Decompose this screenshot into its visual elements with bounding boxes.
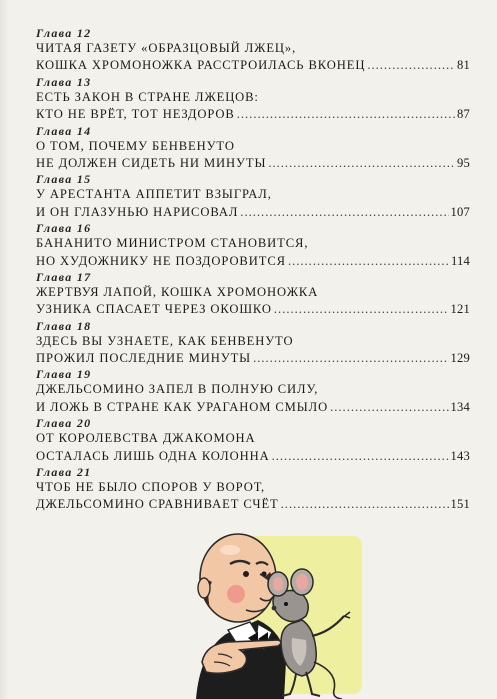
chapter-title-line2: [36, 253, 470, 270]
page-number: 129: [450, 351, 470, 366]
chapter-title-line1: БАНАНИТО МИНИСТРОМ СТАНОВИТСЯ,: [36, 236, 309, 251]
mouse-eye: [284, 602, 288, 606]
toc-entry-12[interactable]: [36, 26, 470, 75]
chapter-title-text: ОСТАЛАСЬ ЛИШЬ ОДНА КОЛОННА: [36, 448, 270, 463]
table-of-contents: [36, 26, 470, 514]
chapter-title-text: НО ХУДОЖНИКУ НЕ ПОЗДОРОВИТСЯ: [36, 253, 286, 268]
chapter-title-line1: ЕСТЬ ЗАКОН В СТРАНЕ ЛЖЕЦОВ:: [36, 89, 259, 104]
page-number: 151: [450, 497, 470, 512]
chapter-title-text: ПРОЖИЛ ПОСЛЕДНИЕ МИНУТЫ: [36, 351, 252, 366]
toc-entry-19[interactable]: [36, 367, 470, 416]
chapter-title-text: ДЖЕЛЬСОМИНО СРАВНИВАЕТ СЧЁТ: [36, 497, 279, 512]
page-number: 87: [457, 107, 470, 122]
chapter-number: Глава 20: [36, 416, 92, 431]
toc-entry-21[interactable]: [36, 465, 470, 514]
chapter-title-line2: [36, 106, 470, 123]
chapter-title-line2: [36, 155, 470, 172]
chapter-title-text: НЕ ДОЛЖЕН СИДЕТЬ НИ МИНУТЫ: [36, 155, 267, 170]
toc-entry-14[interactable]: [36, 124, 470, 173]
dot-leader: [274, 301, 449, 318]
chapter-title-text: И ОН ГЛАЗУНЬЮ НАРИСОВАЛ: [36, 204, 239, 219]
chapter-number: Глава 19: [36, 367, 92, 382]
chapter-number: Глава 13: [36, 74, 92, 89]
dot-leader: [237, 106, 455, 123]
toc-entry-18[interactable]: [36, 319, 470, 368]
dot-leader: [367, 57, 455, 74]
page-number: 114: [450, 253, 470, 268]
man-eye: [243, 571, 249, 577]
chapter-title-line2: [36, 399, 470, 416]
chapter-title-line1: ОТ КОРОЛЕВСТВА ДЖАКОМОНА: [36, 431, 256, 446]
toc-entry-20[interactable]: [36, 416, 470, 465]
chapter-number: Глава 17: [36, 269, 92, 284]
page-number: 107: [450, 204, 470, 219]
toc-entry-13[interactable]: [36, 75, 470, 124]
chapter-title-line2: [36, 301, 470, 318]
dot-leader: [288, 253, 449, 270]
man-ear: [198, 578, 210, 598]
page-number: 81: [457, 58, 470, 73]
toc-entry-16[interactable]: [36, 221, 470, 270]
chapter-title-line1: О ТОМ, ПОЧЕМУ БЕНВЕНУТО: [36, 138, 235, 153]
dot-leader: [268, 155, 455, 172]
chapter-title-text: И ЛОЖЬ В СТРАНЕ КАК УРАГАНОМ СМЫЛО: [36, 399, 329, 414]
chapter-title-line2: [36, 448, 470, 465]
chapter-number: Глава 16: [36, 221, 92, 236]
chapter-title-text: КТО НЕ ВРЁТ, ТОТ НЕЗДОРОВ: [36, 107, 235, 122]
chapter-title-line1: ЧТОБ НЕ БЫЛО СПОРОВ У ВОРОТ,: [36, 480, 266, 495]
mouse-nose: [272, 606, 277, 611]
chapter-title-text: УЗНИКА СПАСАЕТ ЧЕРЕЗ ОКОШКО: [36, 302, 272, 317]
chapter-title-line1: У АРЕСТАНТА АППЕТИТ ВЗЫГРАЛ,: [36, 187, 272, 202]
chapter-number: Глава 21: [36, 465, 92, 480]
chapter-title-line2: [36, 57, 470, 74]
chapter-number: Глава 18: [36, 318, 92, 333]
chapter-title-text: КОШКА ХРОМОНОЖКА РАССТРОИЛАСЬ ВКОНЕЦ: [36, 58, 366, 73]
toc-entry-15[interactable]: [36, 172, 470, 221]
chapter-title-line1: ДЖЕЛЬСОМИНО ЗАПЕЛ В ПОЛНУЮ СИЛУ,: [36, 382, 319, 397]
chapter-number: Глава 12: [36, 26, 92, 40]
chapter-number: Глава 14: [36, 123, 92, 138]
chapter-number: Глава 15: [36, 172, 92, 187]
page-number: 134: [450, 399, 470, 414]
page-number: 143: [450, 448, 470, 463]
page-number: 121: [450, 302, 470, 317]
chapter-title-line1: ЧИТАЯ ГАЗЕТУ «ОБРАЗЦОВЫЙ ЛЖЕЦ»,: [36, 41, 297, 55]
dot-leader: [272, 448, 449, 465]
chapter-title-line2: [36, 204, 470, 221]
illustration-man-and-mouse: [166, 512, 416, 699]
dot-leader: [253, 350, 448, 367]
chapter-title-line1: ЖЕРТВУЯ ЛАПОЙ, КОШКА ХРОМОНОЖКА: [36, 284, 319, 299]
chapter-title-line1: ЗДЕСЬ ВЫ УЗНАЕТЕ, КАК БЕНВЕНУТО: [36, 333, 294, 348]
chapter-title-line2: [36, 350, 470, 367]
dot-leader: [330, 399, 448, 416]
toc-entry-17[interactable]: [36, 270, 470, 319]
page-edge-shadow: [0, 0, 8, 699]
page-number: 95: [457, 155, 470, 170]
dot-leader: [240, 204, 448, 221]
man-cheek: [227, 585, 245, 603]
